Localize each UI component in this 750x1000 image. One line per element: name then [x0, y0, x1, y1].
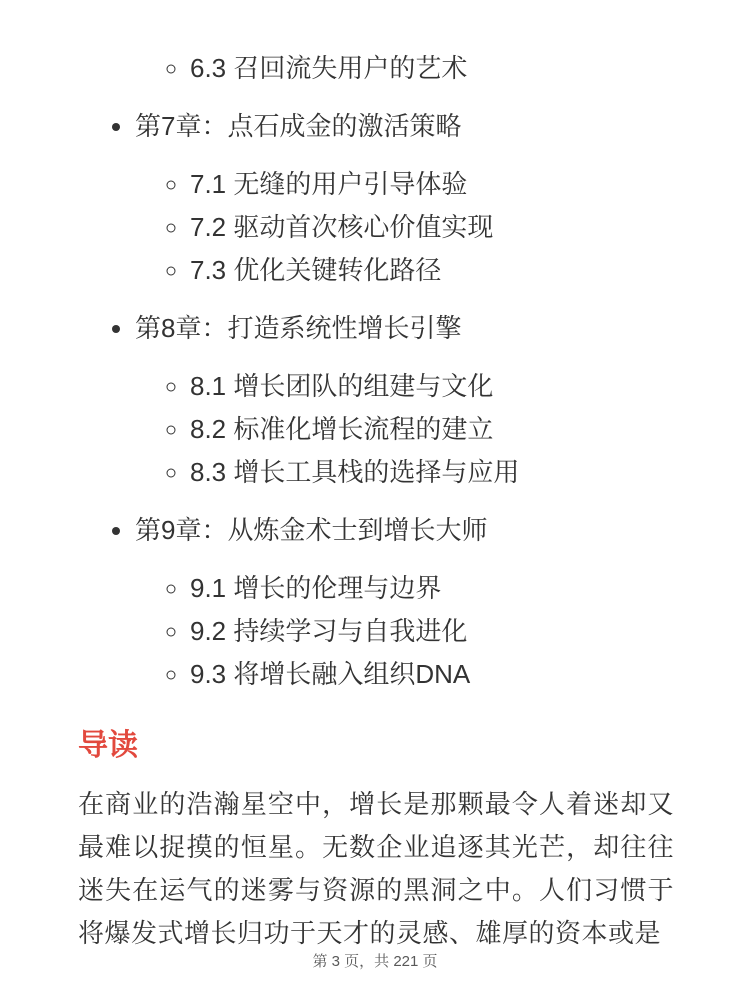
toc-section-item: ◦ 9.3 将增长融入组织DNA: [190, 653, 672, 696]
toc-section-item: ◦ 6.3 召回流失用户的艺术: [190, 47, 672, 90]
toc-sublist-chapter7: [135, 163, 672, 292]
toc-section-item: ◦ 8.2 标准化增长流程的建立: [190, 408, 672, 451]
toc-chapter-title: 第8章：打造系统性增长引擎: [135, 313, 462, 343]
intro-heading: 导读: [78, 729, 138, 762]
toc-section-item: ◦ 8.3 增长工具栈的选择与应用: [190, 451, 672, 494]
toc-chapter-item: [135, 307, 672, 494]
toc-chapter-list: [78, 105, 672, 696]
toc-sublist-chapter9: [135, 567, 672, 696]
toc-section-item: ◦ 7.2 驱动首次核心价值实现: [190, 206, 672, 249]
toc-chapter-title: 第7章：点石成金的激活策略: [135, 111, 462, 141]
intro-paragraph: 在商业的浩瀚星空中，增长是那颗最令人着迷却又最难以捉摸的恒星。无数企业追逐其光芒，却往往迷失在运气的迷雾与资源的黑洞之中。人们习惯于将爆发式增长归功于天才的灵感、雄厚的资本或是: [78, 789, 674, 948]
toc-section-item: ◦ 9.2 持续学习与自我进化: [190, 610, 672, 653]
toc-section-item: ◦ 7.3 优化关键转化路径: [190, 249, 672, 292]
toc-sublist-chapter8: [135, 365, 672, 494]
page-number-indicator: 第 3 页，共 221 页: [312, 953, 438, 970]
toc-sublist-chapter6: [78, 47, 672, 90]
toc-section-item: ◦ 7.1 无缝的用户引导体验: [190, 163, 672, 206]
toc-chapter-item: [135, 105, 672, 292]
toc-chapter-title: 第9章：从炼金术士到增长大师: [135, 515, 488, 545]
toc-section-item: ◦ 8.1 增长团队的组建与文化: [190, 365, 672, 408]
toc-chapter-item: [135, 509, 672, 696]
toc-section-item: ◦ 9.1 增长的伦理与边界: [190, 567, 672, 610]
